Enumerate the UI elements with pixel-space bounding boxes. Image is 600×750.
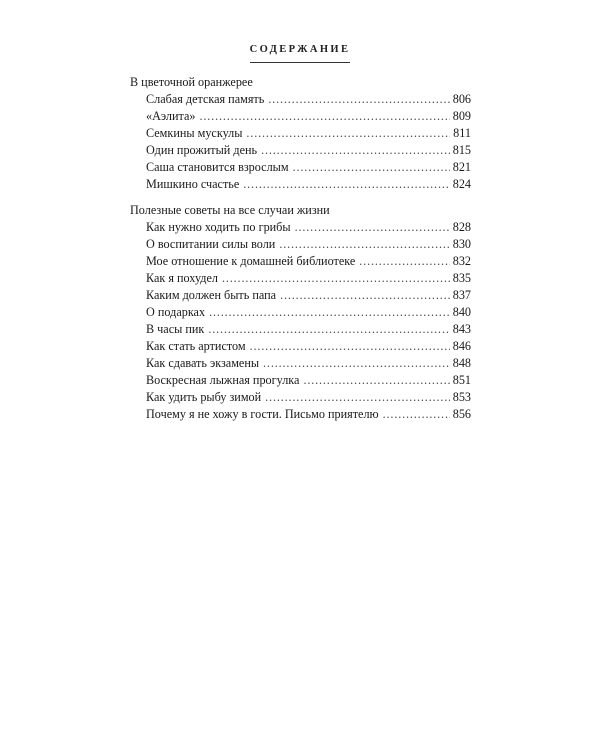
entry-title: Слабая детская память [146,92,265,106]
dot-leader [279,236,449,253]
section-title: Полезные советы на все случаи жизни [130,203,330,217]
dot-leader [250,338,450,355]
page-title: СОДЕРЖАНИЕ [249,44,351,55]
toc-header [0,44,600,63]
entry-title: Мишкино счастье [146,177,240,191]
entry-page-number: 848 [452,356,471,370]
entry-title: Как стать артистом [146,339,246,353]
dot-leader [263,355,450,372]
entry-title: Как нужно ходить по грибы [146,220,291,234]
toc-entry[interactable] [130,372,471,389]
toc-entry[interactable] [130,236,471,253]
toc-entry[interactable] [130,355,471,372]
dot-leader [222,270,450,287]
entry-title: Почему я не хожу в гости. Письмо приятелю [146,407,379,421]
toc-entry[interactable] [130,142,471,159]
dot-leader [295,219,450,236]
entry-title: Как сдавать экзамены [146,356,260,370]
entry-page-number: 815 [452,143,471,157]
dot-leader [268,91,449,108]
entry-page-number: 830 [452,237,471,251]
entry-page-number: 851 [452,373,471,387]
toc-entry[interactable] [130,338,471,355]
dot-leader [280,287,450,304]
entry-title: Саша становится взрослым [146,160,289,174]
entry-page-number: 835 [452,271,471,285]
entry-page-number: 843 [452,322,471,336]
entry-title: Каким должен быть папа [146,288,277,302]
toc-section-1 [130,74,471,193]
toc-entry[interactable] [130,125,471,142]
entry-page-number: 846 [452,339,471,353]
toc-entry[interactable] [130,270,471,287]
toc-entry[interactable] [130,108,471,125]
dot-leader [359,253,449,270]
dot-leader [261,142,450,159]
entry-page-number: 856 [452,407,471,421]
entry-title: Воскресная лыжная прогулка [146,373,300,387]
toc-section-2 [130,202,471,423]
toc-entry[interactable] [130,91,471,108]
entry-page-number: 832 [452,254,471,268]
dot-leader [265,389,450,406]
entry-title: «Аэлита» [146,109,196,123]
dot-leader [383,406,450,423]
entry-page-number: 853 [452,390,471,404]
entry-title: Как я похудел [146,271,218,285]
entry-page-number: 824 [452,177,471,191]
entry-title: О воспитании силы воли [146,237,276,251]
dot-leader [243,176,449,193]
dot-leader [208,321,449,338]
toc-entry[interactable] [130,176,471,193]
entry-page-number: 837 [452,288,471,302]
entry-title: Мое отношение к домашней библиотеке [146,254,356,268]
entry-page-number: 821 [452,160,471,174]
entry-title: Один прожитый день [146,143,258,157]
toc-entry[interactable] [130,389,471,406]
toc-entry[interactable] [130,321,471,338]
entry-page-number: 828 [452,220,471,234]
section-title: В цветочной оранжерее [130,75,253,89]
dot-leader [293,159,450,176]
table-of-contents [130,74,471,432]
entry-title: О подарках [146,305,206,319]
entry-page-number: 809 [452,109,471,123]
dot-leader [246,125,450,142]
toc-entry[interactable] [130,304,471,321]
toc-entry[interactable] [130,159,471,176]
entry-page-number: 811 [453,126,471,140]
entry-title: В часы пик [146,322,205,336]
toc-entry[interactable] [130,287,471,304]
entry-page-number: 840 [452,305,471,319]
dot-leader [209,304,450,321]
entry-title: Семкины мускулы [146,126,243,140]
entry-page-number: 806 [452,92,471,106]
toc-entry[interactable] [130,253,471,270]
title-underline [250,62,350,63]
toc-entry[interactable] [130,406,471,423]
entry-title: Как удить рыбу зимой [146,390,262,404]
dot-leader [200,108,450,125]
toc-entry[interactable] [130,219,471,236]
dot-leader [303,372,449,389]
